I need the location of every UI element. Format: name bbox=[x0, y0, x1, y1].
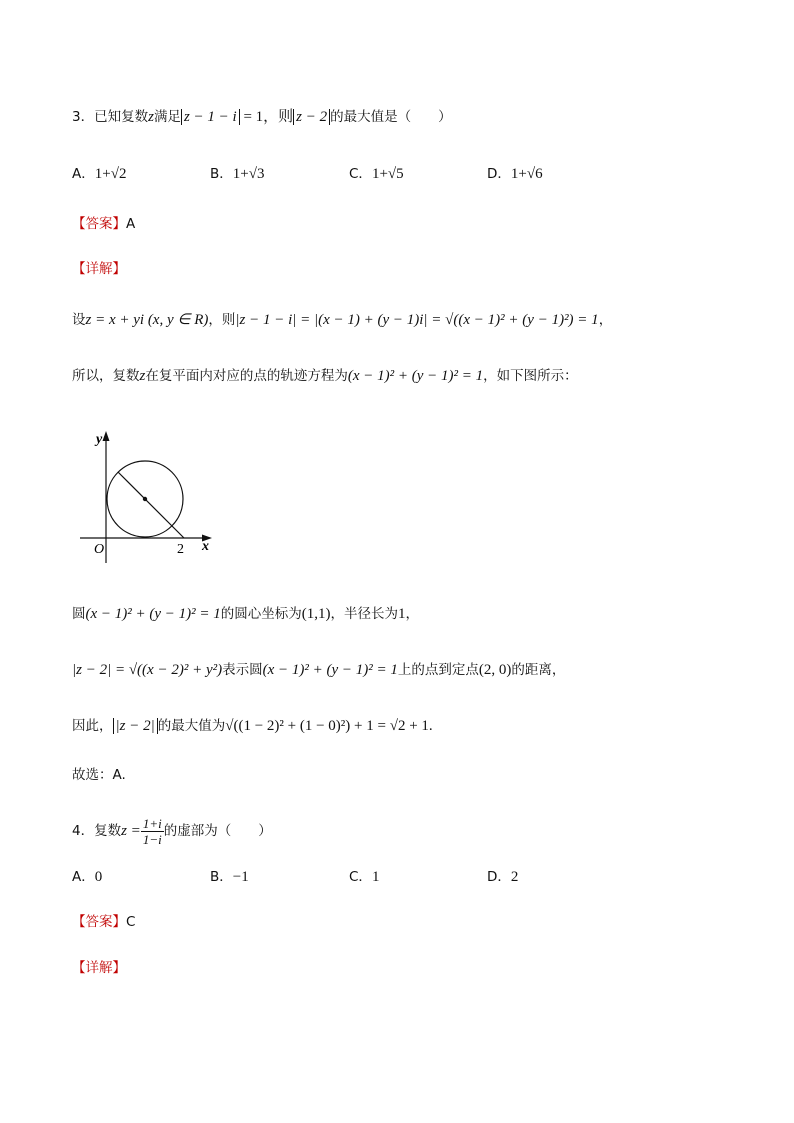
q3-stem-prefix: 已知复数 bbox=[94, 109, 149, 125]
text: 因此， bbox=[72, 718, 113, 734]
q3-target-expr: z − 2 bbox=[293, 109, 330, 125]
q4-number: 4． bbox=[72, 823, 95, 839]
option-letter: B． bbox=[210, 869, 233, 885]
text: 的最大值为 bbox=[157, 718, 226, 734]
q4-stem-prefix: 复数 bbox=[94, 823, 122, 839]
q3-stem-mid: 满足 bbox=[153, 109, 181, 125]
q3-stem bbox=[72, 107, 452, 127]
answer-label: 【答案】 bbox=[72, 914, 126, 930]
option-math: 1+√6 bbox=[510, 166, 543, 182]
q4-option-b bbox=[210, 867, 249, 887]
fraction-numerator: 1+i bbox=[142, 815, 162, 831]
q3-detail-label: 【详解】 bbox=[72, 261, 126, 277]
text: ， bbox=[405, 606, 420, 622]
q3-solution-line-5 bbox=[72, 716, 433, 736]
option-math: 2 bbox=[510, 869, 519, 885]
text: 上的点到定点 bbox=[397, 662, 479, 678]
math-expr: |z − 2| bbox=[113, 718, 158, 734]
option-math: −1 bbox=[232, 869, 249, 885]
q3-option-c bbox=[349, 164, 404, 184]
q3-option-a bbox=[72, 164, 126, 184]
text: 在复平面内对应的点的轨迹方程为 bbox=[145, 368, 348, 384]
q3-condition-eq: = 1，则 bbox=[239, 109, 294, 125]
math-expr: (1,1) bbox=[301, 606, 331, 622]
q4-answer bbox=[72, 912, 135, 932]
math-expr: z bbox=[139, 368, 146, 384]
answer-label: 【答案】 bbox=[72, 216, 126, 232]
q4-detail-label: 【详解】 bbox=[72, 960, 126, 976]
tick-label-2: 2 bbox=[177, 542, 184, 557]
q3-option-b bbox=[210, 164, 264, 184]
text: ，如下图所示： bbox=[483, 368, 578, 384]
text: 圆 bbox=[72, 606, 86, 622]
text: 的圆心坐标为 bbox=[220, 606, 302, 622]
math-expr: (x − 1)² + (y − 1)² = 1 bbox=[85, 606, 221, 622]
q3-solution-line-2 bbox=[72, 366, 578, 386]
math-expr: (2, 0) bbox=[478, 662, 512, 678]
q3-solution-line-4 bbox=[72, 660, 565, 680]
y-axis-arrow bbox=[103, 431, 110, 441]
math-expr: √((1 − 2)² + (1 − 0)²) + 1 = √2 + 1. bbox=[225, 718, 433, 734]
option-letter: C． bbox=[349, 869, 372, 885]
text: ，则 bbox=[208, 312, 236, 328]
option-letter: B． bbox=[210, 166, 233, 182]
q3-stem-suffix: 的最大值是（ ） bbox=[330, 109, 452, 125]
q3-solution-line-1 bbox=[72, 310, 612, 330]
math-expr: (x − 1)² + (y − 1)² = 1 bbox=[347, 368, 484, 384]
q3-condition-expr: z − 1 − i bbox=[181, 109, 240, 125]
option-math: 1 bbox=[371, 869, 380, 885]
q3-number: 3． bbox=[72, 109, 95, 125]
math-expr: (x − 1)² + (y − 1)² = 1 bbox=[262, 662, 398, 678]
q4-option-c bbox=[349, 867, 379, 887]
q3-stem-z: z bbox=[148, 109, 154, 125]
text: ，半径长为 bbox=[330, 606, 399, 622]
circle-figure bbox=[76, 425, 216, 565]
origin-label: O bbox=[94, 542, 105, 557]
option-math: 1+√5 bbox=[371, 166, 404, 182]
option-letter: A． bbox=[72, 166, 95, 182]
text: 所以，复数 bbox=[72, 368, 140, 384]
y-label: y bbox=[96, 432, 103, 447]
option-math: 1+√2 bbox=[94, 166, 127, 182]
q4-stem bbox=[72, 814, 272, 848]
math-expr: |z − 2| = √((x − 2)² + y²) bbox=[72, 662, 223, 678]
q4-option-a bbox=[72, 867, 102, 887]
math-expr: z = x + yi (x, y ∈ R) bbox=[85, 312, 209, 328]
x-label: x bbox=[202, 539, 209, 554]
q4-stem-z: z = bbox=[121, 823, 141, 839]
option-letter: D． bbox=[487, 869, 511, 885]
center-point bbox=[143, 497, 147, 501]
option-letter: D． bbox=[487, 166, 511, 182]
q4-option-d bbox=[487, 867, 518, 887]
q4-stem-suffix: 的虚部为（ ） bbox=[163, 823, 272, 839]
diameter-line bbox=[118, 472, 184, 538]
text: 表示圆 bbox=[222, 662, 263, 678]
q3-conclusion: 故选：A. bbox=[72, 767, 126, 783]
text: 设 bbox=[72, 312, 86, 328]
q3-option-d bbox=[487, 164, 543, 184]
option-math: 0 bbox=[94, 869, 103, 885]
answer-value: C bbox=[126, 914, 136, 930]
text: ， bbox=[598, 312, 613, 328]
fraction-denominator: 1−i bbox=[142, 831, 162, 847]
option-math: 1+√3 bbox=[232, 166, 265, 182]
option-letter: C． bbox=[349, 166, 372, 182]
q3-solution-line-3 bbox=[72, 604, 419, 624]
q4-fraction bbox=[141, 816, 164, 847]
text: 的距离， bbox=[511, 662, 566, 678]
option-letter: A． bbox=[72, 869, 95, 885]
q3-answer bbox=[72, 214, 135, 234]
answer-value: A bbox=[126, 216, 136, 232]
math-expr: |z − 1 − i| = |(x − 1) + (y − 1)i| = √((x − 1)² + (y − 1)²) = 1 bbox=[235, 312, 599, 328]
math-expr: 1 bbox=[398, 606, 406, 622]
